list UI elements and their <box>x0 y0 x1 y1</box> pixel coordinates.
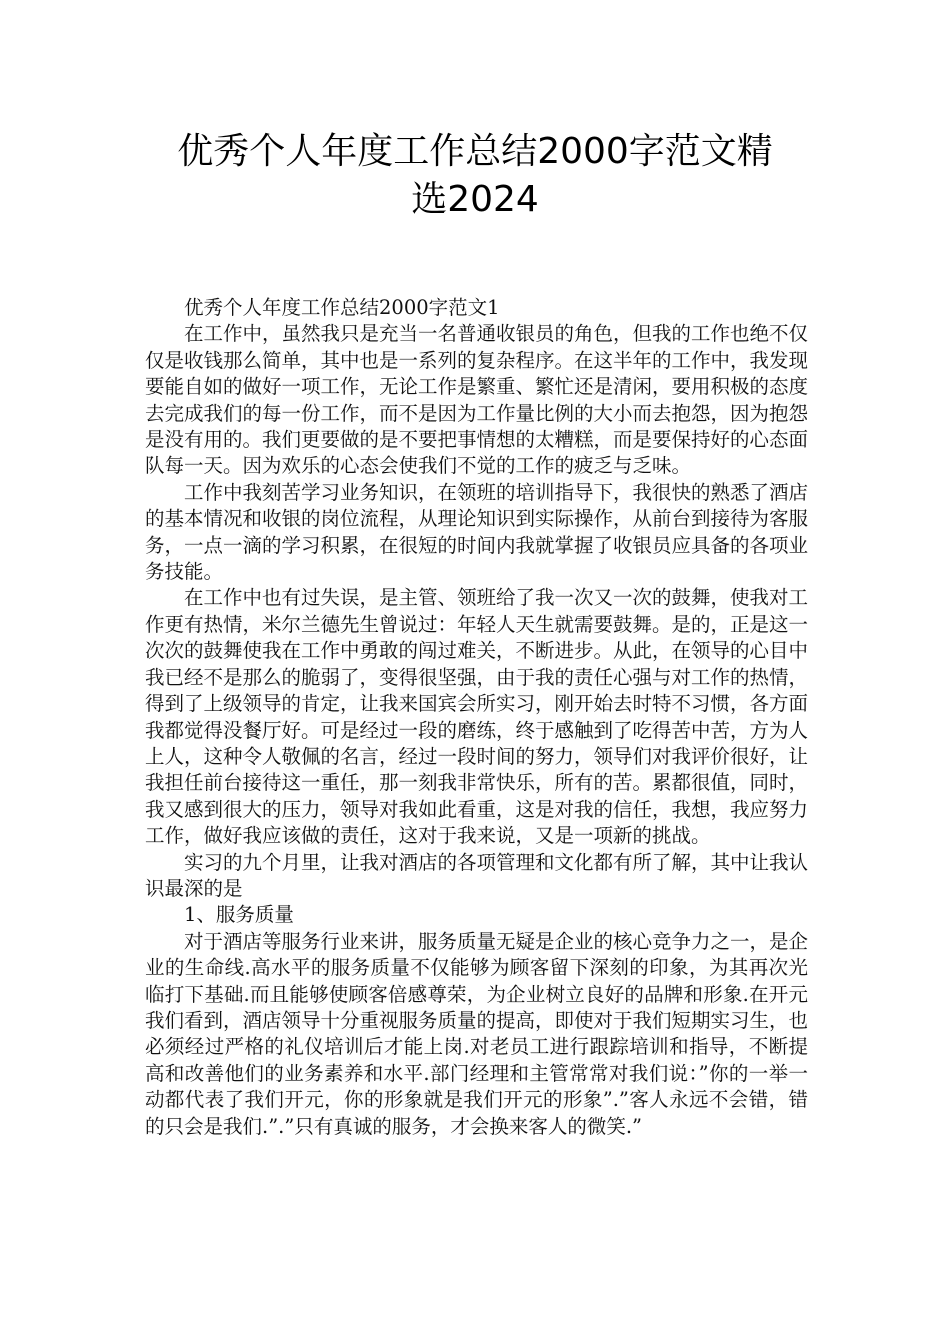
section-heading: 优秀个人年度工作总结2000字范文1 <box>184 296 500 319</box>
paragraph: 实习的九个月里，让我对酒店的各项管理和文化都有所了解，其中让我认识最深的是 <box>145 850 809 900</box>
paragraph: 对于酒店等服务行业来讲，服务质量无疑是企业的核心竞争力之一，是企业的生命线.高水平的服务质量不仅能够为顾客留下深刻的印象，为其再次光临打下基础.而且能够使顾客倍感尊荣，为企业树立良好的品牌和形象.在开元我们看到，酒店领导十分重视服务质量的提高，即使对于我们短期实习生，也必须经过严格的礼仪培训后才能上岗.对老员工进行跟踪培训和指导，不断提高和改善他们的业务素养和水平.部门经理和主管常常对我们说：”你的一举一动都代表了我们开元，你的形象就是我们开元的形象”.”客人永远不会错，错的只会是我们.”.”只有真诚的服务，才会换来客人的微笑.” <box>145 929 809 1138</box>
paragraph: 在工作中，虽然我只是充当一名普通收银员的角色，但我的工作也绝不仅仅是收钱那么简单，其中也是一系列的复杂程序。在这半年的工作中，我发现要能自如的做好一项工作，无论工作是繁重、繁忙还是清闲，要用积极的态度去完成我们的每一份工作，而不是因为工作量比例的大小而去抱怨，因为抱怨是没有用的。我们更要做的是不要把事情想的太糟糕，而是要保持好的心态面队每一天。因为欢乐的心态会使我们不觉的工作的疲乏与乏味。 <box>145 322 809 478</box>
title-line-1: 优秀个人年度工作总结2000字范文精 <box>177 131 773 172</box>
paragraph: 工作中我刻苦学习业务知识，在领班的培训指导下，我很快的熟悉了酒店的基本情况和收银的岗位流程，从理论知识到实际操作，从前台到接待为客服务，一点一滴的学习积累，在很短的时间内我就掌握了收银员应具备的各项业务技能。 <box>145 480 809 584</box>
paragraph: 在工作中也有过失误，是主管、领班给了我一次又一次的鼓舞，使我对工作更有热情，米尔兰德先生曾说过：年轻人天生就需要鼓舞。是的，正是这一次次的鼓舞使我在工作中勇敢的闯过难关，不断进步。从此，在领导的心目中我已经不是那么的脆弱了，变得很坚强，由于我的责任心强与对工作的热情，得到了上级领导的肯定，让我来国宾会所实习，刚开始去时特不习惯，各方面我都觉得没餐厅好。可是经过一段的磨练，终于感触到了吃得苦中苦，方为人上人，这种令人敬佩的名言，经过一段时间的努力，领导们对我评价很好，让我担任前台接待这一重任，那一刻我非常快乐，所有的苦。累都很值，同时，我又感到很大的压力，领导对我如此看重，这是对我的信任，我想，我应努力工作，做好我应该做的责任，这对于我来说，又是一项新的挑战。 <box>145 586 809 848</box>
title-line-2: 选2024 <box>411 179 539 220</box>
document-body <box>145 295 808 1140</box>
document-title <box>120 128 830 224</box>
subsection-heading: 1、服务质量 <box>184 903 294 927</box>
